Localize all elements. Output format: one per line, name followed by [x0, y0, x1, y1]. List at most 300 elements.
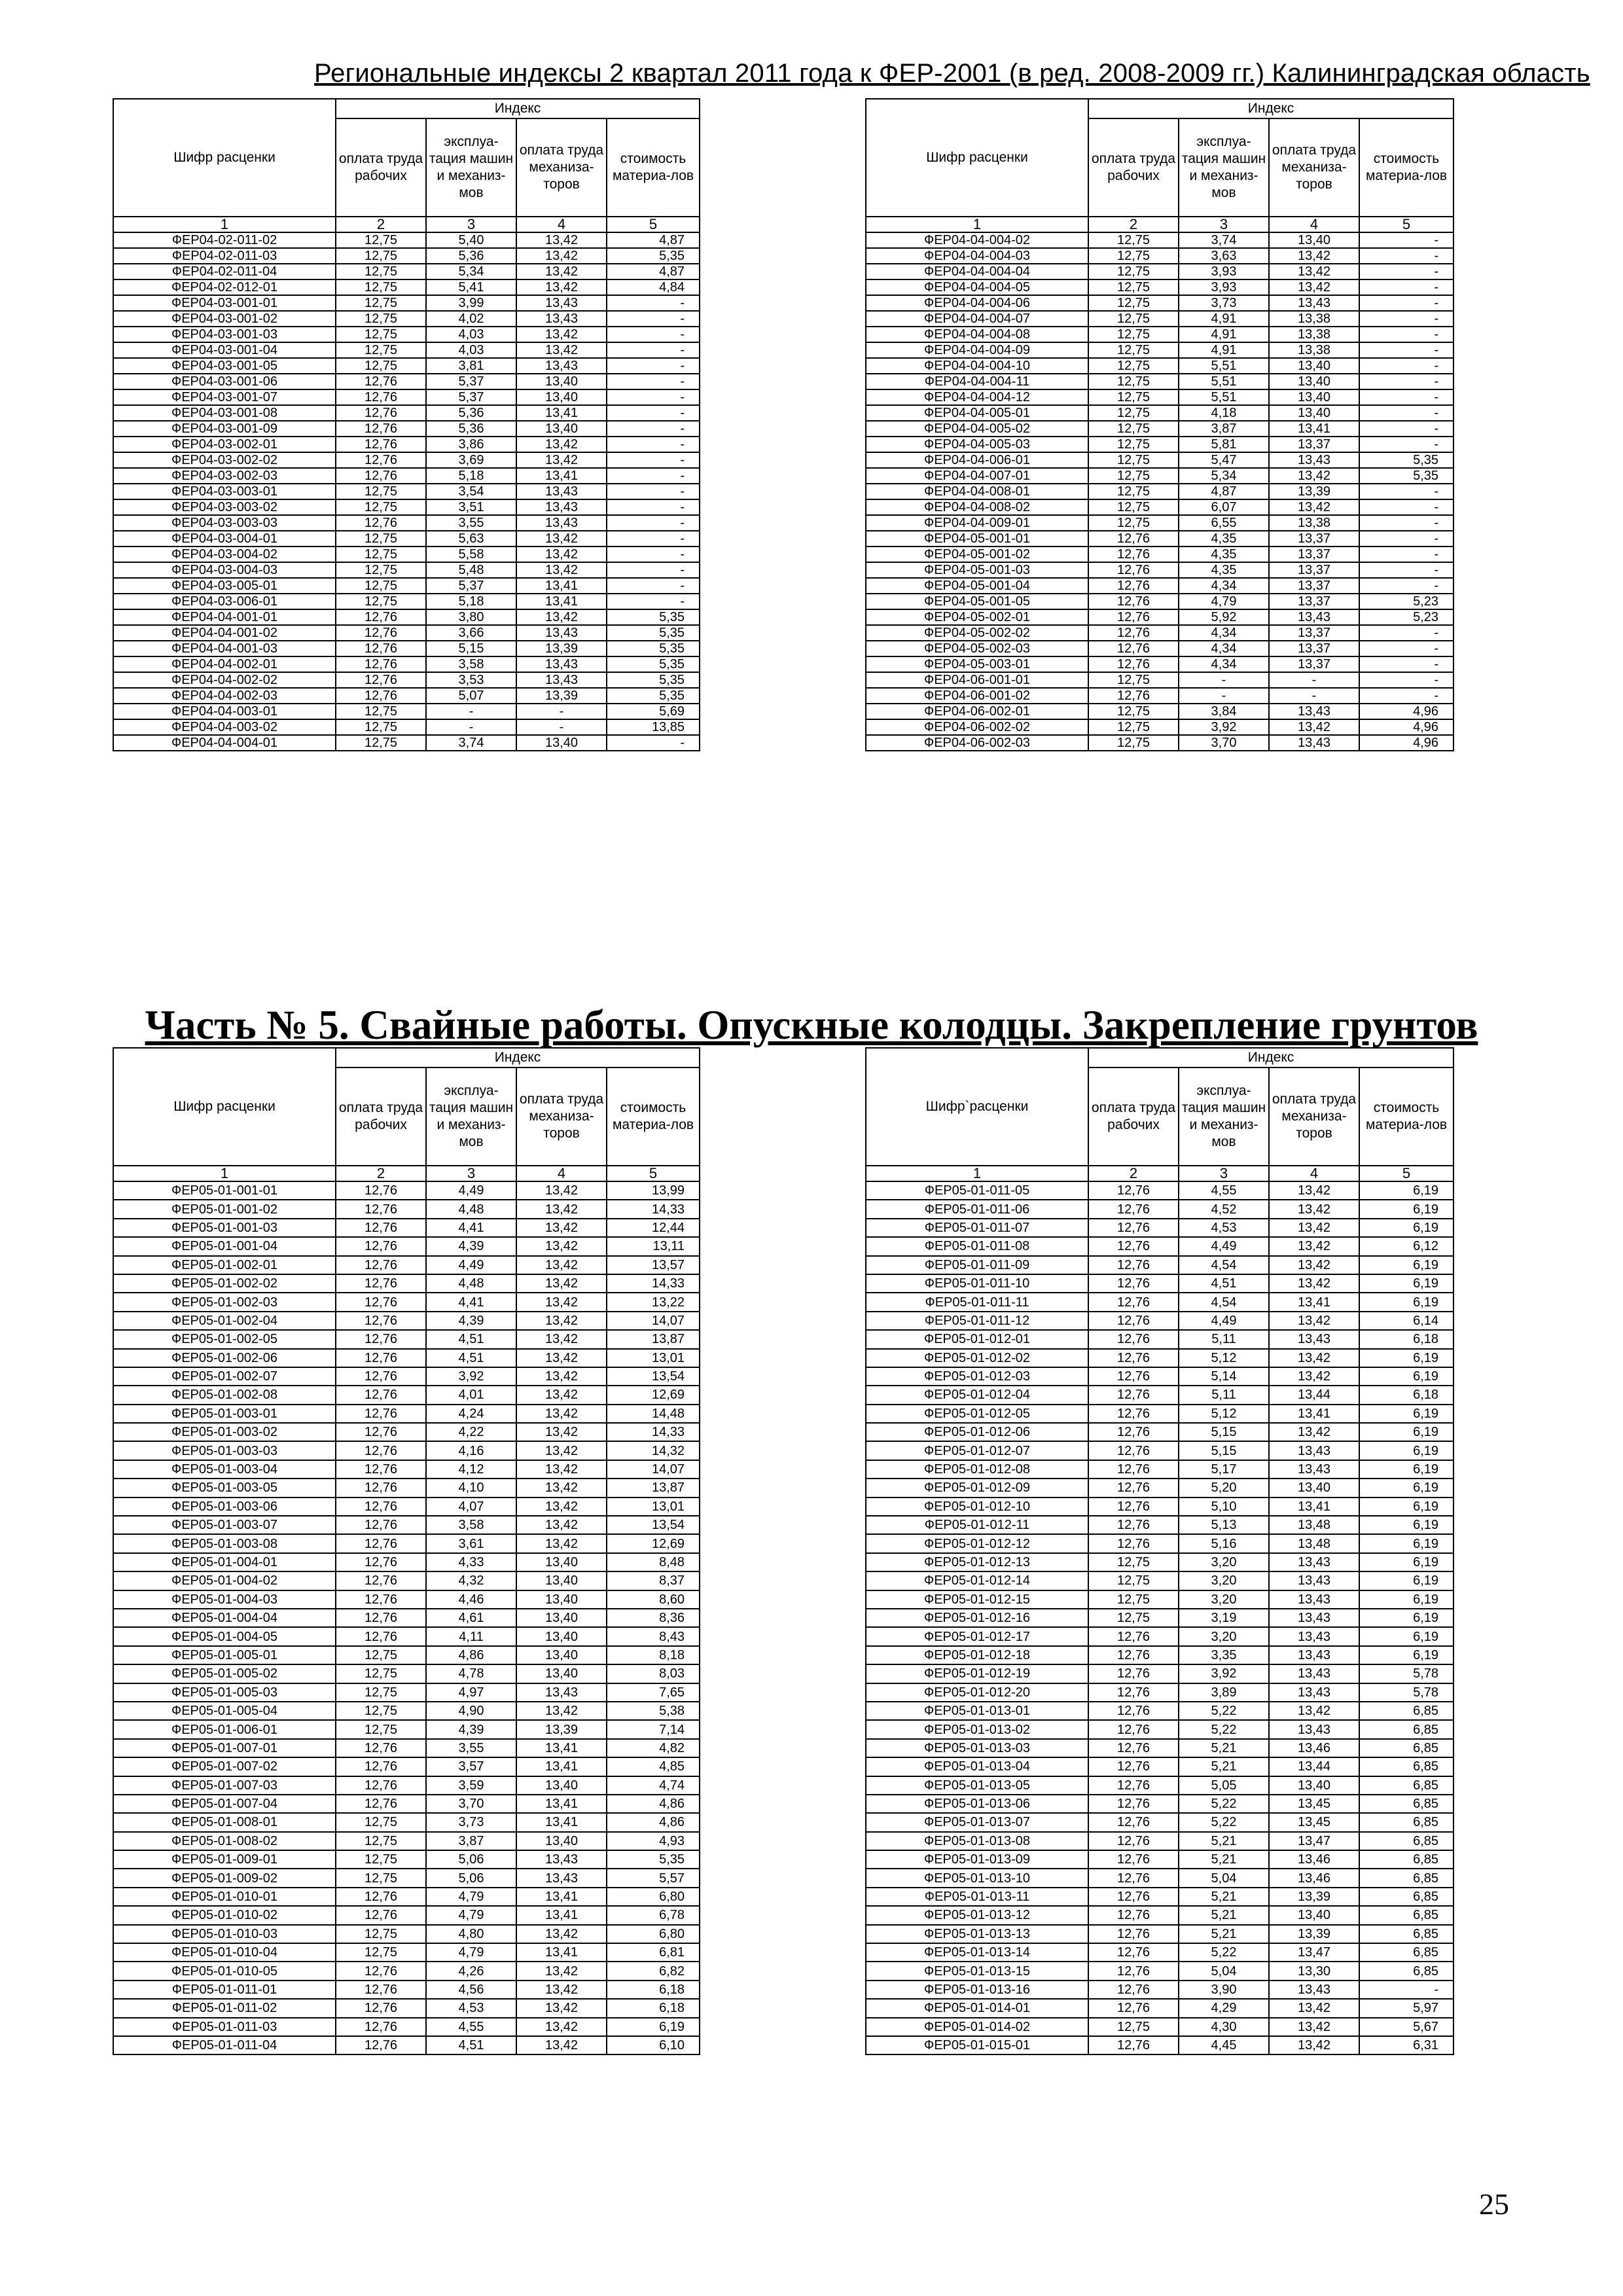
- table-row: [113, 389, 700, 405]
- rate-code-cell: ФЕР04-05-001-05: [866, 594, 1088, 609]
- worker-pay-cell: 12,76: [336, 1423, 426, 1441]
- col-header-machine-operation: эксплуа-тация машин и механиз-мов: [426, 1067, 516, 1166]
- rate-code-cell: ФЕР05-01-012-06: [866, 1423, 1088, 1441]
- column-number: 5: [1359, 217, 1454, 232]
- operator-pay-cell: 13,48: [1269, 1534, 1359, 1552]
- worker-pay-cell: 12,75: [1088, 264, 1179, 279]
- worker-pay-cell: 12,76: [1088, 1237, 1179, 1255]
- machine-operation-cell: 3,70: [1179, 735, 1269, 751]
- materials-cost-cell: 14,48: [607, 1405, 700, 1423]
- col-header-worker-pay: оплата труда рабочих: [1088, 118, 1179, 217]
- materials-cost-cell: 5,38: [607, 1702, 700, 1720]
- column-number: 3: [426, 1166, 516, 1181]
- rate-code-cell: ФЕР04-03-002-02: [113, 452, 336, 468]
- rate-code-cell: ФЕР05-01-013-15: [866, 1962, 1088, 1980]
- machine-operation-cell: 4,02: [426, 311, 516, 327]
- rate-code-cell: ФЕР05-01-003-06: [113, 1498, 336, 1516]
- worker-pay-cell: 12,76: [1088, 1181, 1179, 1200]
- worker-pay-cell: 12,75: [336, 295, 426, 311]
- machine-operation-cell: 4,91: [1179, 327, 1269, 342]
- rate-code-cell: ФЕР05-01-002-06: [113, 1349, 336, 1367]
- machine-operation-cell: 4,39: [426, 1720, 516, 1738]
- machine-operation-cell: 4,03: [426, 327, 516, 342]
- rate-code-cell: ФЕР04-04-004-05: [866, 279, 1088, 295]
- materials-cost-cell: 6,85: [1359, 1906, 1454, 1924]
- operator-pay-cell: 13,42: [516, 1460, 607, 1479]
- page-header: Региональные индексы 2 квартал 2011 года к ФЕР-2001 (в ред. 2008-2009 гг.) Калининградская область: [314, 59, 1590, 88]
- materials-cost-cell: 13,54: [607, 1516, 700, 1534]
- materials-cost-cell: 6,12: [1359, 1237, 1454, 1255]
- worker-pay-cell: 12,75: [1088, 295, 1179, 311]
- worker-pay-cell: 12,75: [336, 531, 426, 547]
- worker-pay-cell: 12,76: [1088, 1962, 1179, 1980]
- materials-cost-cell: 6,18: [607, 1999, 700, 2017]
- rate-code-cell: ФЕР05-01-012-04: [866, 1386, 1088, 1404]
- materials-cost-cell: 4,96: [1359, 735, 1454, 751]
- worker-pay-cell: 12,75: [1088, 1609, 1179, 1627]
- machine-operation-cell: 3,74: [426, 735, 516, 751]
- rate-code-cell: ФЕР04-03-001-04: [113, 342, 336, 358]
- materials-cost-cell: -: [1359, 232, 1454, 248]
- machine-operation-cell: 4,30: [1179, 2018, 1269, 2036]
- materials-cost-cell: 12,69: [607, 1386, 700, 1404]
- machine-operation-cell: 3,80: [426, 609, 516, 625]
- machine-operation-cell: 5,15: [1179, 1423, 1269, 1441]
- worker-pay-cell: 12,76: [336, 1981, 426, 1999]
- materials-cost-cell: -: [607, 562, 700, 578]
- worker-pay-cell: 12,75: [1088, 1590, 1179, 1609]
- worker-pay-cell: 12,75: [336, 279, 426, 295]
- table-row: [113, 1367, 700, 1386]
- rate-code-cell: ФЕР05-01-004-03: [113, 1590, 336, 1609]
- machine-operation-cell: 5,16: [1179, 1534, 1269, 1552]
- materials-cost-cell: 8,18: [607, 1646, 700, 1664]
- rate-code-cell: ФЕР05-01-004-05: [113, 1627, 336, 1645]
- materials-cost-cell: 6,19: [1359, 1609, 1454, 1627]
- machine-operation-cell: 4,51: [426, 2036, 516, 2054]
- worker-pay-cell: 12,76: [336, 1479, 426, 1497]
- rate-code-cell: ФЕР05-01-012-15: [866, 1590, 1088, 1609]
- worker-pay-cell: 12,76: [336, 609, 426, 625]
- worker-pay-cell: 12,76: [336, 1553, 426, 1571]
- machine-operation-cell: 5,36: [426, 421, 516, 437]
- operator-pay-cell: 13,42: [1269, 1256, 1359, 1274]
- materials-cost-cell: 5,69: [607, 704, 700, 719]
- rate-code-cell: ФЕР05-01-003-04: [113, 1460, 336, 1479]
- operator-pay-cell: 13,40: [516, 1646, 607, 1664]
- worker-pay-cell: 12,75: [336, 578, 426, 594]
- column-number: 1: [113, 1166, 336, 1181]
- worker-pay-cell: 12,75: [336, 264, 426, 279]
- table-row: [866, 1609, 1454, 1627]
- rate-code-cell: ФЕР05-01-013-08: [866, 1832, 1088, 1850]
- worker-pay-cell: 12,76: [1088, 1850, 1179, 1869]
- rate-code-cell: ФЕР04-04-002-02: [113, 672, 336, 688]
- rate-code-cell: ФЕР05-01-008-02: [113, 1832, 336, 1850]
- table-row: [866, 1256, 1454, 1274]
- operator-pay-cell: 13,42: [516, 437, 607, 452]
- table-row: [113, 719, 700, 735]
- table-body: [113, 1181, 700, 2054]
- rate-code-cell: ФЕР05-01-005-04: [113, 1702, 336, 1720]
- worker-pay-cell: 12,76: [336, 1219, 426, 1237]
- materials-cost-cell: -: [607, 578, 700, 594]
- materials-cost-cell: 6,85: [1359, 1813, 1454, 1831]
- worker-pay-cell: 12,76: [1088, 625, 1179, 641]
- worker-pay-cell: 12,76: [336, 1200, 426, 1218]
- table-row: [866, 264, 1454, 279]
- worker-pay-cell: 12,75: [1088, 672, 1179, 688]
- worker-pay-cell: 12,76: [1088, 1516, 1179, 1534]
- machine-operation-cell: 4,54: [1179, 1256, 1269, 1274]
- materials-cost-cell: -: [607, 327, 700, 342]
- machine-operation-cell: 5,21: [1179, 1850, 1269, 1869]
- materials-cost-cell: -: [1359, 531, 1454, 547]
- materials-cost-cell: 6,78: [607, 1906, 700, 1924]
- rate-code-cell: ФЕР04-06-002-02: [866, 719, 1088, 735]
- table-row: [113, 1609, 700, 1627]
- worker-pay-cell: 12,76: [1088, 1664, 1179, 1683]
- rate-code-cell: ФЕР04-04-008-02: [866, 499, 1088, 515]
- worker-pay-cell: 12,76: [336, 1312, 426, 1330]
- machine-operation-cell: 3,58: [426, 1516, 516, 1534]
- rate-code-cell: ФЕР04-04-004-04: [866, 264, 1088, 279]
- operator-pay-cell: 13,42: [516, 547, 607, 562]
- operator-pay-cell: 13,42: [1269, 1219, 1359, 1237]
- operator-pay-cell: 13,42: [1269, 1367, 1359, 1386]
- worker-pay-cell: 12,76: [1088, 1720, 1179, 1738]
- table-row: [866, 358, 1454, 374]
- materials-cost-cell: -: [607, 342, 700, 358]
- machine-operation-cell: 4,61: [426, 1609, 516, 1627]
- col-header-machine-operation: эксплуа-тация машин и механиз-мов: [426, 118, 516, 217]
- operator-pay-cell: -: [516, 704, 607, 719]
- table-row: [113, 1516, 700, 1534]
- rate-code-cell: ФЕР04-04-005-01: [866, 405, 1088, 421]
- operator-pay-cell: 13,40: [516, 1776, 607, 1795]
- table-row: [866, 1776, 1454, 1795]
- table-row: [866, 1869, 1454, 1887]
- machine-operation-cell: 4,49: [1179, 1312, 1269, 1330]
- worker-pay-cell: 12,76: [1088, 1925, 1179, 1943]
- worker-pay-cell: 12,76: [336, 468, 426, 484]
- worker-pay-cell: 12,76: [1088, 1423, 1179, 1441]
- materials-cost-cell: -: [1359, 688, 1454, 704]
- operator-pay-cell: 13,43: [1269, 1609, 1359, 1627]
- operator-pay-cell: 13,42: [1269, 264, 1359, 279]
- materials-cost-cell: 5,35: [1359, 468, 1454, 484]
- materials-cost-cell: 5,35: [607, 1850, 700, 1869]
- worker-pay-cell: 12,76: [1088, 1479, 1179, 1497]
- materials-cost-cell: 6,19: [1359, 1256, 1454, 1274]
- materials-cost-cell: 6,85: [1359, 1720, 1454, 1738]
- table-row: [113, 1405, 700, 1423]
- column-number: 2: [1088, 1166, 1179, 1181]
- operator-pay-cell: 13,43: [1269, 1683, 1359, 1702]
- worker-pay-cell: 12,76: [336, 1888, 426, 1906]
- rate-code-cell: ФЕР04-03-004-03: [113, 562, 336, 578]
- worker-pay-cell: 12,75: [1088, 358, 1179, 374]
- rate-code-cell: ФЕР05-01-013-11: [866, 1888, 1088, 1906]
- rate-code-cell: ФЕР05-01-010-05: [113, 1962, 336, 1980]
- worker-pay-cell: 12,75: [1088, 327, 1179, 342]
- machine-operation-cell: 3,81: [426, 358, 516, 374]
- machine-operation-cell: 4,91: [1179, 342, 1269, 358]
- operator-pay-cell: 13,40: [1269, 374, 1359, 389]
- table-row: [866, 672, 1454, 688]
- materials-cost-cell: 6,19: [1359, 1516, 1454, 1534]
- worker-pay-cell: 12,76: [1088, 1906, 1179, 1924]
- worker-pay-cell: 12,75: [336, 1869, 426, 1887]
- operator-pay-cell: 13,42: [516, 1330, 607, 1348]
- table-row: [113, 735, 700, 751]
- worker-pay-cell: 12,75: [1088, 1553, 1179, 1571]
- machine-operation-cell: 4,11: [426, 1627, 516, 1645]
- operator-pay-cell: 13,42: [516, 1181, 607, 1200]
- worker-pay-cell: 12,76: [336, 1349, 426, 1367]
- table-row: [866, 515, 1454, 531]
- rate-code-cell: ФЕР05-01-012-16: [866, 1609, 1088, 1627]
- operator-pay-cell: 13,42: [516, 1274, 607, 1293]
- index-group-header: Индекс: [336, 1048, 700, 1067]
- rate-code-cell: ФЕР05-01-012-10: [866, 1498, 1088, 1516]
- table-row: [113, 358, 700, 374]
- materials-cost-cell: 5,35: [607, 641, 700, 656]
- worker-pay-cell: 12,75: [336, 1664, 426, 1683]
- materials-cost-cell: -: [1359, 562, 1454, 578]
- table-row: [113, 578, 700, 594]
- machine-operation-cell: 4,41: [426, 1293, 516, 1311]
- operator-pay-cell: 13,45: [1269, 1813, 1359, 1831]
- operator-pay-cell: 13,37: [1269, 437, 1359, 452]
- rate-code-cell: ФЕР04-02-011-03: [113, 248, 336, 264]
- rate-code-cell: ФЕР05-01-010-02: [113, 1906, 336, 1924]
- worker-pay-cell: 12,76: [1088, 656, 1179, 672]
- table-row: [866, 468, 1454, 484]
- rate-code-cell: ФЕР05-01-012-19: [866, 1664, 1088, 1683]
- worker-pay-cell: 12,76: [1088, 1349, 1179, 1367]
- materials-cost-cell: 6,85: [1359, 1739, 1454, 1757]
- worker-pay-cell: 12,75: [336, 594, 426, 609]
- rate-code-cell: ФЕР05-01-002-08: [113, 1386, 336, 1404]
- table-row: [866, 688, 1454, 704]
- table-row: [866, 531, 1454, 547]
- rate-code-cell: ФЕР05-01-012-09: [866, 1479, 1088, 1497]
- table-row: [866, 327, 1454, 342]
- materials-cost-cell: 6,10: [607, 2036, 700, 2054]
- rate-code-cell: ФЕР05-01-013-09: [866, 1850, 1088, 1869]
- operator-pay-cell: 13,44: [1269, 1757, 1359, 1776]
- materials-cost-cell: 6,19: [1359, 1200, 1454, 1218]
- worker-pay-cell: 12,75: [1088, 515, 1179, 531]
- operator-pay-cell: 13,42: [516, 264, 607, 279]
- worker-pay-cell: 12,76: [336, 452, 426, 468]
- table-row: [113, 311, 700, 327]
- operator-pay-cell: 13,41: [1269, 421, 1359, 437]
- worker-pay-cell: 12,75: [1088, 1571, 1179, 1590]
- worker-pay-cell: 12,76: [1088, 1888, 1179, 1906]
- table-row: [113, 1646, 700, 1664]
- operator-pay-cell: -: [516, 719, 607, 735]
- column-number: 3: [1179, 217, 1269, 232]
- materials-cost-cell: -: [1359, 1981, 1454, 1999]
- operator-pay-cell: 13,42: [516, 452, 607, 468]
- operator-pay-cell: 13,47: [1269, 1943, 1359, 1962]
- table-row: [866, 1349, 1454, 1367]
- worker-pay-cell: 12,75: [336, 1832, 426, 1850]
- materials-cost-cell: -: [607, 295, 700, 311]
- worker-pay-cell: 12,75: [1088, 232, 1179, 248]
- rate-code-cell: ФЕР05-01-012-01: [866, 1330, 1088, 1348]
- worker-pay-cell: 12,75: [336, 484, 426, 499]
- materials-cost-cell: 8,43: [607, 1627, 700, 1645]
- machine-operation-cell: 4,29: [1179, 1999, 1269, 2017]
- operator-pay-cell: 13,37: [1269, 625, 1359, 641]
- rate-code-cell: ФЕР04-06-001-02: [866, 688, 1088, 704]
- materials-cost-cell: -: [1359, 311, 1454, 327]
- materials-cost-cell: 5,35: [607, 625, 700, 641]
- rate-code-cell: ФЕР04-04-007-01: [866, 468, 1088, 484]
- table-row: [113, 1757, 700, 1776]
- machine-operation-cell: 3,93: [1179, 264, 1269, 279]
- operator-pay-cell: 13,43: [1269, 295, 1359, 311]
- rate-code-cell: ФЕР05-01-008-01: [113, 1813, 336, 1831]
- worker-pay-cell: 12,76: [336, 1293, 426, 1311]
- materials-cost-cell: -: [1359, 374, 1454, 389]
- materials-cost-cell: -: [607, 547, 700, 562]
- operator-pay-cell: 13,42: [516, 1293, 607, 1311]
- rate-code-cell: ФЕР05-01-010-01: [113, 1888, 336, 1906]
- machine-operation-cell: 4,34: [1179, 641, 1269, 656]
- operator-pay-cell: 13,39: [516, 1720, 607, 1738]
- worker-pay-cell: 12,76: [1088, 1943, 1179, 1962]
- operator-pay-cell: 13,43: [516, 311, 607, 327]
- operator-pay-cell: 13,40: [516, 1553, 607, 1571]
- materials-cost-cell: 6,14: [1359, 1312, 1454, 1330]
- worker-pay-cell: 12,75: [336, 1850, 426, 1869]
- worker-pay-cell: 12,76: [1088, 1200, 1179, 1218]
- worker-pay-cell: 12,75: [336, 1813, 426, 1831]
- operator-pay-cell: 13,37: [1269, 641, 1359, 656]
- worker-pay-cell: 12,76: [1088, 562, 1179, 578]
- materials-cost-cell: -: [1359, 499, 1454, 515]
- operator-pay-cell: 13,47: [1269, 1832, 1359, 1850]
- table-row: [113, 625, 700, 641]
- worker-pay-cell: 12,76: [1088, 1219, 1179, 1237]
- operator-pay-cell: 13,38: [1269, 311, 1359, 327]
- rate-code-cell: ФЕР04-03-001-03: [113, 327, 336, 342]
- operator-pay-cell: -: [1269, 688, 1359, 704]
- operator-pay-cell: 13,43: [516, 1869, 607, 1887]
- rate-code-cell: ФЕР04-04-001-01: [113, 609, 336, 625]
- machine-operation-cell: 5,21: [1179, 1739, 1269, 1757]
- table-row: [113, 531, 700, 547]
- operator-pay-cell: 13,39: [1269, 1925, 1359, 1943]
- table-row: [113, 609, 700, 625]
- operator-pay-cell: 13,42: [1269, 719, 1359, 735]
- machine-operation-cell: 3,90: [1179, 1981, 1269, 1999]
- worker-pay-cell: 12,76: [1088, 1367, 1179, 1386]
- worker-pay-cell: 12,76: [1088, 547, 1179, 562]
- machine-operation-cell: 3,55: [426, 1739, 516, 1757]
- rate-code-cell: ФЕР05-01-010-04: [113, 1943, 336, 1962]
- operator-pay-cell: 13,43: [1269, 735, 1359, 751]
- materials-cost-cell: -: [607, 421, 700, 437]
- machine-operation-cell: 4,54: [1179, 1293, 1269, 1311]
- worker-pay-cell: 12,75: [1088, 437, 1179, 452]
- rate-code-cell: ФЕР05-01-007-04: [113, 1795, 336, 1813]
- rate-code-cell: ФЕР05-01-012-05: [866, 1405, 1088, 1423]
- rate-code-cell: ФЕР04-04-004-08: [866, 327, 1088, 342]
- table-row: [113, 1981, 700, 1999]
- operator-pay-cell: 13,42: [516, 1516, 607, 1534]
- materials-cost-cell: 5,35: [607, 609, 700, 625]
- materials-cost-cell: 14,33: [607, 1423, 700, 1441]
- column-number: 4: [1269, 1166, 1359, 1181]
- table-row: [113, 437, 700, 452]
- table-row: [113, 688, 700, 704]
- worker-pay-cell: 12,76: [1088, 578, 1179, 594]
- table-row: [866, 1498, 1454, 1516]
- table-row: [866, 578, 1454, 594]
- table-row: [866, 1405, 1454, 1423]
- machine-operation-cell: 4,91: [1179, 311, 1269, 327]
- rate-code-cell: ФЕР04-04-009-01: [866, 515, 1088, 531]
- column-number: 5: [1359, 1166, 1454, 1181]
- index-group-header: Индекс: [1088, 1048, 1454, 1067]
- materials-cost-cell: 5,23: [1359, 609, 1454, 625]
- operator-pay-cell: 13,42: [516, 327, 607, 342]
- worker-pay-cell: 12,76: [336, 1609, 426, 1627]
- machine-operation-cell: 5,21: [1179, 1757, 1269, 1776]
- materials-cost-cell: -: [607, 311, 700, 327]
- table-row: [866, 609, 1454, 625]
- materials-cost-cell: 6,82: [607, 1962, 700, 1980]
- rate-code-cell: ФЕР04-03-004-01: [113, 531, 336, 547]
- materials-cost-cell: 13,87: [607, 1330, 700, 1348]
- rate-code-cell: ФЕР05-01-013-04: [866, 1757, 1088, 1776]
- worker-pay-cell: 12,75: [336, 342, 426, 358]
- rate-code-cell: ФЕР05-01-010-03: [113, 1925, 336, 1943]
- worker-pay-cell: 12,76: [1088, 1627, 1179, 1645]
- rate-code-cell: ФЕР05-01-005-03: [113, 1683, 336, 1702]
- materials-cost-cell: 6,85: [1359, 1757, 1454, 1776]
- operator-pay-cell: 13,40: [1269, 1479, 1359, 1497]
- rate-code-cell: ФЕР04-05-001-03: [866, 562, 1088, 578]
- materials-cost-cell: 4,85: [607, 1757, 700, 1776]
- rate-code-cell: ФЕР05-01-007-03: [113, 1776, 336, 1795]
- table-row: [866, 641, 1454, 656]
- machine-operation-cell: 5,81: [1179, 437, 1269, 452]
- worker-pay-cell: 12,76: [1088, 1981, 1179, 1999]
- machine-operation-cell: 3,20: [1179, 1571, 1269, 1590]
- rate-code-cell: ФЕР05-01-012-03: [866, 1367, 1088, 1386]
- table-row: [866, 405, 1454, 421]
- table-row: [113, 1943, 700, 1962]
- table-row: [866, 562, 1454, 578]
- materials-cost-cell: -: [1359, 279, 1454, 295]
- rate-code-cell: ФЕР04-04-003-02: [113, 719, 336, 735]
- worker-pay-cell: 12,75: [1088, 405, 1179, 421]
- worker-pay-cell: 12,76: [336, 641, 426, 656]
- rate-code-cell: ФЕР04-05-001-04: [866, 578, 1088, 594]
- operator-pay-cell: 13,42: [516, 2018, 607, 2036]
- materials-cost-cell: 6,19: [1359, 1405, 1454, 1423]
- materials-cost-cell: 5,78: [1359, 1683, 1454, 1702]
- operator-pay-cell: 13,37: [1269, 562, 1359, 578]
- table-row: [866, 1386, 1454, 1404]
- table-row: [113, 1888, 700, 1906]
